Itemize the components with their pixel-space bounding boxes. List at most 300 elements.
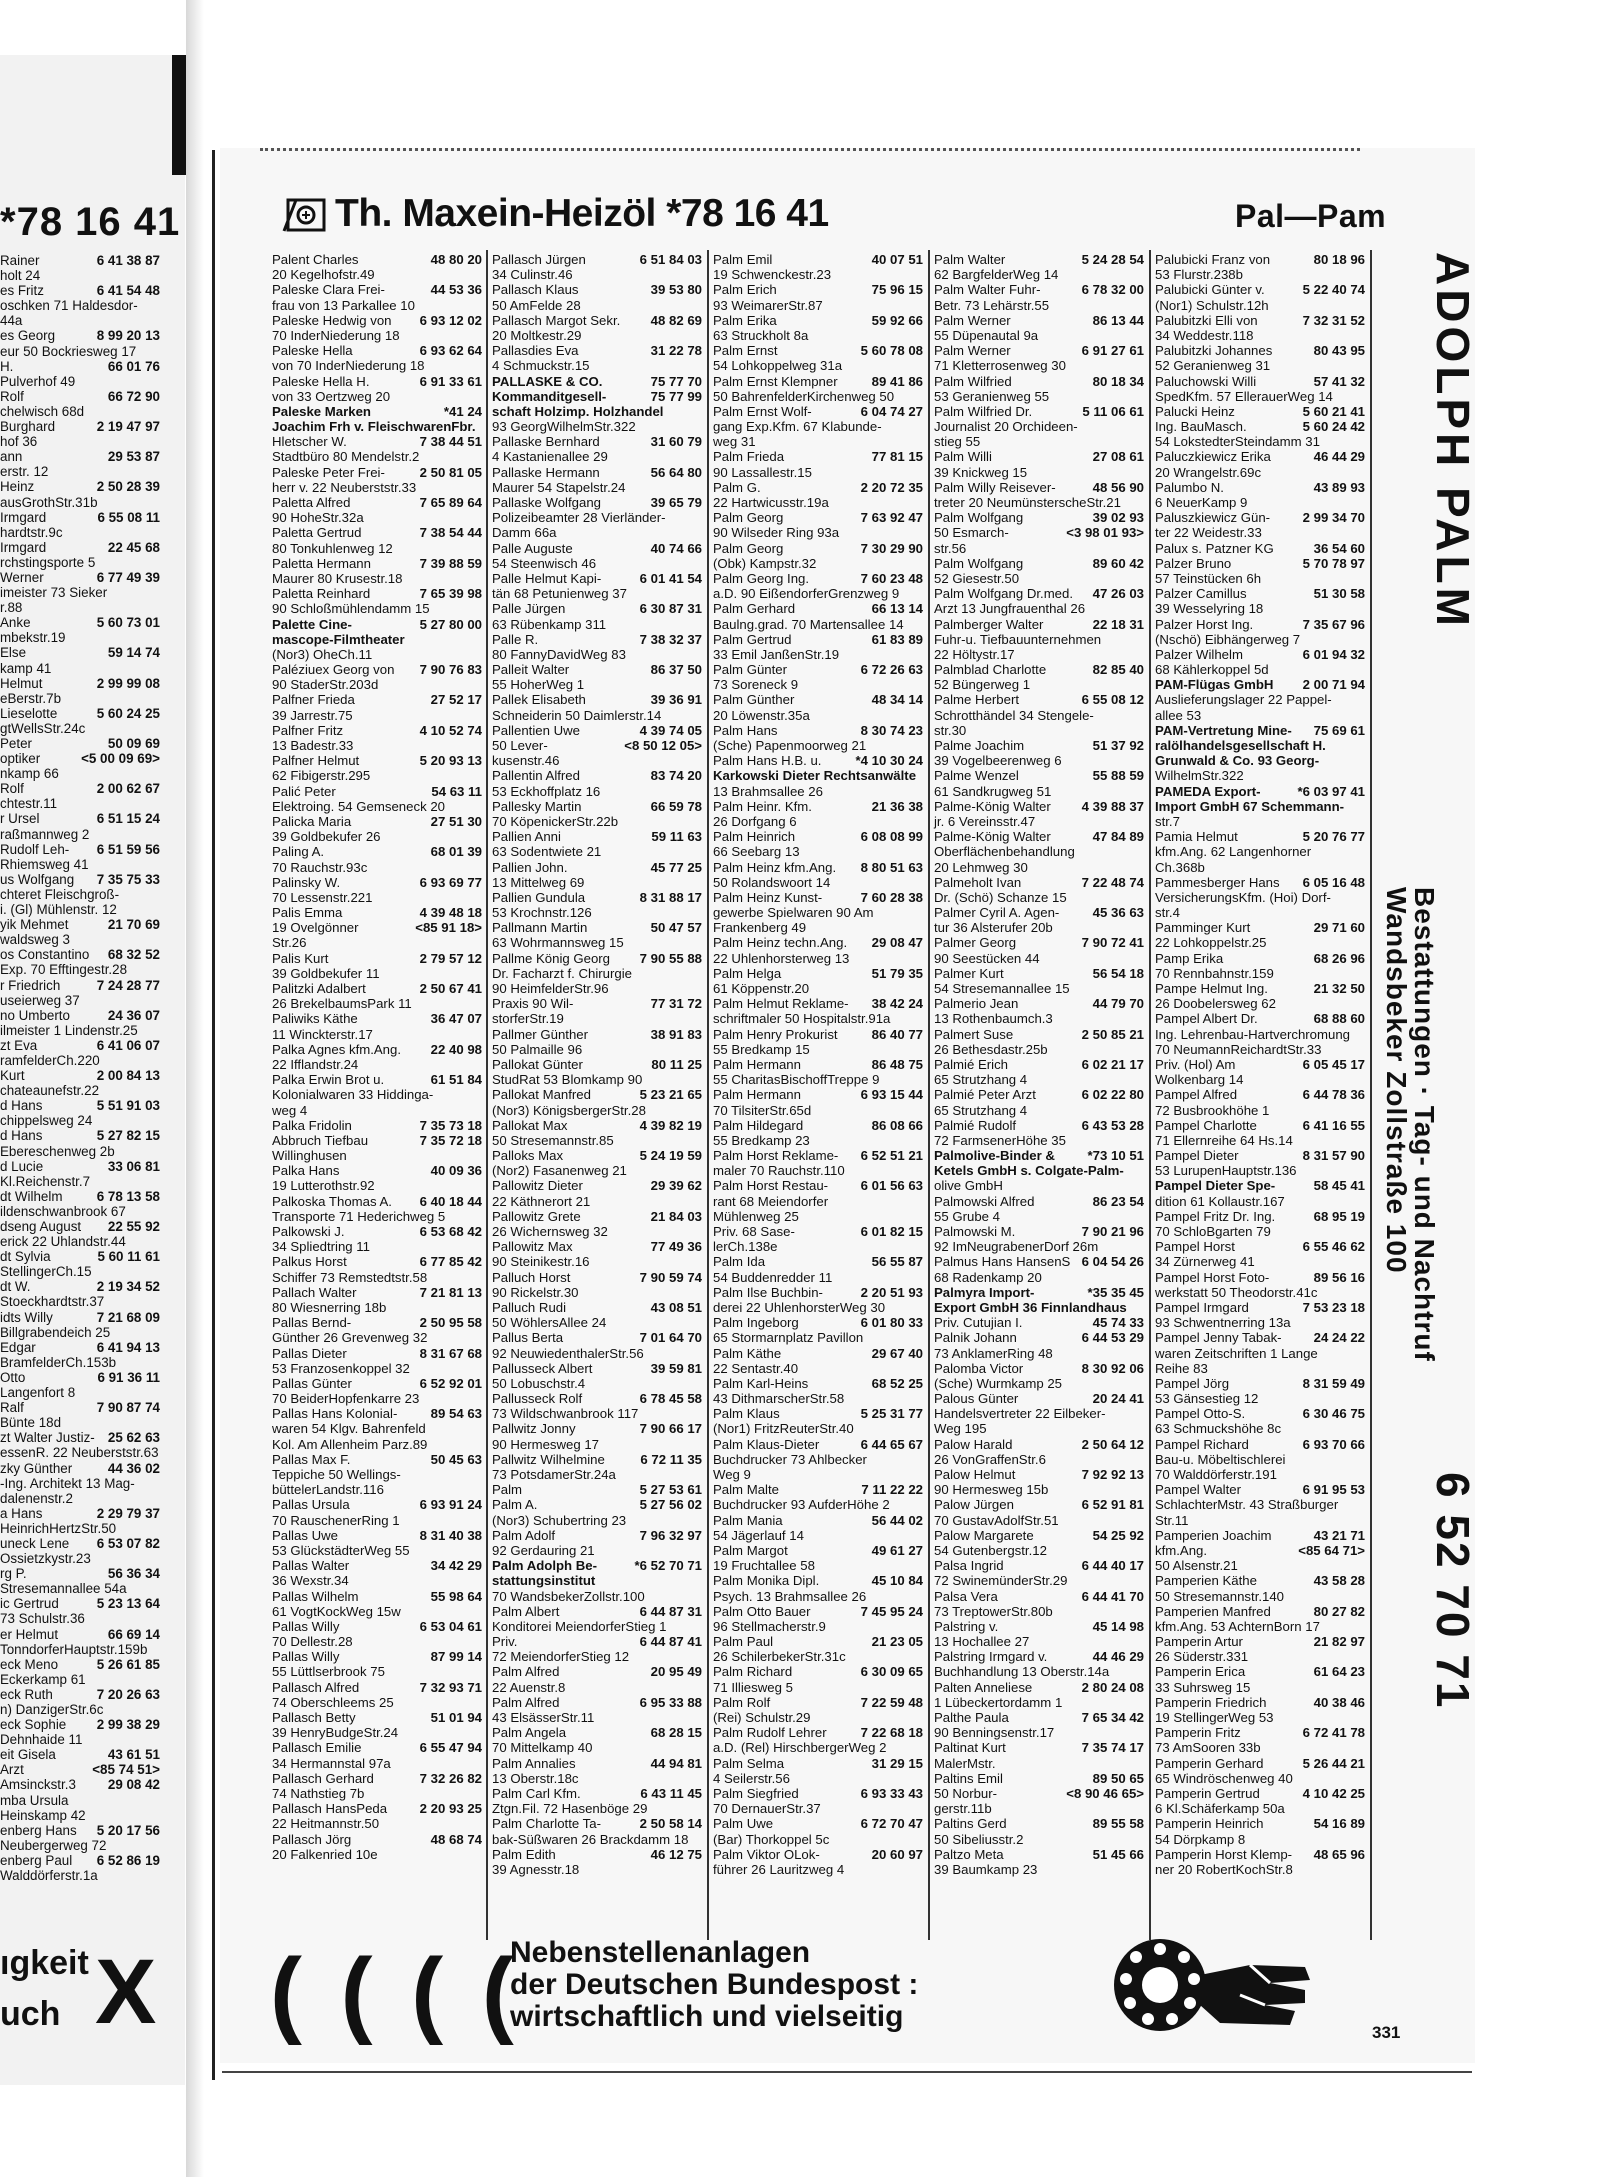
- entry-text: 19 Lutterothstr.92: [272, 1178, 375, 1194]
- directory-entry: [713, 1224, 923, 1239]
- directory-entry: [1155, 298, 1365, 313]
- directory-entry: [713, 632, 923, 647]
- entry-text: Mühlenweg 25: [713, 1208, 799, 1224]
- entry-text: Palm Wilfried: [934, 373, 1012, 389]
- directory-entry: [272, 282, 482, 297]
- entry-text: Schiffer 73 Remstedtstr.58: [272, 1269, 428, 1285]
- entry-phone-number: 7 32 26 82: [419, 1770, 482, 1786]
- directory-entry: [934, 252, 1144, 267]
- left-entry-name: essenR. 22 Neuberststr.63: [0, 1445, 159, 1461]
- left-entry-name: us Wolfgang: [0, 871, 75, 887]
- directory-column: [1155, 252, 1365, 1877]
- directory-entry: [713, 1619, 923, 1634]
- left-entry-name: dalenenstr.2: [0, 1490, 73, 1506]
- entry-text: Palleit Walter: [492, 662, 570, 678]
- entry-phone-number: 6 43 11 45: [640, 1785, 702, 1801]
- directory-entry: [713, 1573, 923, 1588]
- directory-entry: [1155, 966, 1365, 981]
- entry-text: 50 Lobuschstr.4: [492, 1375, 586, 1391]
- directory-entry: [713, 541, 923, 556]
- entry-text: 70 GustavAdolfStr.51: [934, 1512, 1059, 1528]
- entry-text: herr v. 22 Neuberststr.33: [272, 479, 417, 495]
- directory-entry: [492, 981, 702, 996]
- entry-text: ralölhandelsgesellschaft H.: [1155, 738, 1326, 753]
- entry-text: 54 LokstedterSteindamm 31: [1155, 434, 1320, 450]
- entry-text: Kol. Am Allenheim Parz.89: [272, 1436, 428, 1452]
- entry-text: Palow Helmut: [934, 1467, 1016, 1482]
- entry-text: Palubitzki Johannes: [1155, 343, 1273, 359]
- directory-entry: [272, 267, 482, 282]
- entry-phone-number: 6 72 41 78: [1302, 1725, 1365, 1741]
- left-entry-number: 50 09 69: [107, 736, 160, 751]
- directory-entry: [713, 1254, 923, 1269]
- entry-phone-number: 7 96 32 97: [639, 1527, 702, 1543]
- entry-text: Palka Fridolin: [272, 1117, 352, 1133]
- entry-phone-number: 7 90 55 88: [639, 950, 702, 966]
- directory-entry: [492, 966, 702, 981]
- directory-entry: [272, 1361, 482, 1376]
- entry-text: 33 Emil JanßenStr.19: [713, 646, 840, 662]
- directory-entry: [934, 996, 1144, 1011]
- entry-text: Palm Wolfgang: [934, 555, 1024, 571]
- directory-entry: [272, 541, 482, 556]
- left-page-entry: [0, 555, 160, 570]
- directory-entry: [272, 1710, 482, 1725]
- entry-text: str.7: [1155, 813, 1180, 829]
- left-entry-name: r Friedrich: [0, 977, 61, 993]
- entry-text: Palkoska Thomas A.: [272, 1193, 392, 1209]
- left-page-entry: [0, 691, 160, 706]
- entry-text: 62 Fibigerstr.295: [272, 768, 371, 784]
- entry-phone-number: 7 65 34 42: [1081, 1710, 1144, 1725]
- entry-text: 90 Rickelstr.30: [492, 1284, 579, 1300]
- directory-entry: [272, 738, 482, 753]
- entry-text: 65 Windröschenweg 40: [1155, 1770, 1293, 1786]
- left-page-entry: [0, 1476, 160, 1491]
- entry-text: Kommanditgesell-: [492, 388, 607, 404]
- entry-text: Pallasch HansPeda: [272, 1801, 388, 1817]
- entry-phone-number: 5 60 24 42: [1302, 419, 1365, 435]
- entry-phone-number: 44 46 29: [1092, 1649, 1144, 1665]
- left-page-entry: [0, 1008, 160, 1023]
- directory-entry: [934, 1573, 1144, 1588]
- entry-text: Ing. BauMasch.: [1155, 419, 1247, 435]
- entry-text: tur 36 Alsterufer 20b: [934, 920, 1053, 936]
- entry-text: Dr. (Schö) Schanze 15: [934, 889, 1067, 905]
- entry-text: Palm Willy Reisever-: [934, 479, 1056, 495]
- entry-text: 54 Lohkoppelweg 31a: [713, 358, 843, 374]
- entry-text: 54 Steenwisch 46: [492, 555, 597, 571]
- entry-phone-number: 7 32 31 52: [1302, 312, 1365, 328]
- ad-address-line: Wandsbeker Zollstraße 100: [1381, 887, 1412, 1274]
- entry-phone-number: 21 36 38: [871, 798, 923, 814]
- column-divider: [928, 250, 930, 1940]
- entry-text: 54 Jägerlauf 14: [713, 1527, 804, 1543]
- directory-entry: [934, 677, 1144, 692]
- directory-entry: [1155, 647, 1365, 662]
- entry-phone-number: 6 72 70 47: [860, 1816, 923, 1832]
- heizoel-logo-icon: [282, 197, 328, 233]
- directory-entry: [1155, 1103, 1365, 1118]
- directory-entry: [1155, 1300, 1365, 1315]
- directory-entry: [934, 617, 1144, 632]
- entry-phone-number: 6 53 04 61: [419, 1618, 482, 1634]
- directory-entry: [713, 1133, 923, 1148]
- directory-entry: [934, 905, 1144, 920]
- entry-text: StudRat 53 Blomkamp 90: [492, 1072, 643, 1088]
- ad-service-line: Bestattungen · Tag- und Nachtruf: [1409, 887, 1440, 1362]
- left-entry-name: d Hans: [0, 1098, 43, 1114]
- entry-text: Pallwitz Jonny: [492, 1421, 576, 1437]
- entry-text: Dr. Facharzt f. Chirurgie: [492, 965, 632, 981]
- entry-text: 63 Schmuckshöhe 8c: [1155, 1421, 1282, 1437]
- left-page-entry: [0, 1853, 160, 1868]
- entry-text: 1 Lübeckertordamm 1: [934, 1694, 1063, 1710]
- entry-phone-number: 43 89 93: [1313, 479, 1365, 495]
- directory-entry: [1155, 1163, 1365, 1178]
- entry-text: 39 Goldbekufer 11: [272, 965, 380, 981]
- entry-phone-number: *4 10 30 24: [855, 753, 923, 769]
- directory-entry: [934, 1589, 1144, 1604]
- directory-entry: [713, 434, 923, 449]
- directory-entry: [272, 1178, 482, 1193]
- entry-text: Palm Günter: [713, 662, 788, 678]
- directory-entry: [492, 525, 702, 540]
- left-entry-number: 68 32 52: [107, 947, 160, 963]
- entry-text: Paltinat Kurt: [934, 1740, 1006, 1756]
- entry-text: Pampel Irmgard: [1155, 1299, 1249, 1315]
- entry-text: 70 WandsbekerZollstr.100: [492, 1588, 645, 1604]
- left-page-entry: [0, 993, 160, 1008]
- directory-entry: [1155, 617, 1365, 632]
- entry-text: 92 Gerdauring 21: [492, 1542, 595, 1558]
- entry-phone-number: 2 79 57 12: [419, 950, 482, 966]
- left-entry-number: 7 21 68 09: [96, 1309, 160, 1325]
- entry-phone-number: 24 24 22: [1313, 1330, 1365, 1346]
- directory-entry: [713, 1209, 923, 1224]
- entry-text: 39 Wesselyring 18: [1155, 601, 1264, 617]
- left-page-entry: [0, 283, 160, 298]
- left-entry-name: hardtstr.9c: [0, 524, 63, 540]
- entry-text: Pallasch Emilie: [272, 1740, 362, 1756]
- directory-entry: [713, 981, 923, 996]
- entry-phone-number: 87 99 14: [430, 1649, 482, 1665]
- left-page-entry: [0, 540, 160, 555]
- directory-entry: [492, 723, 702, 738]
- entry-phone-number: 29 08 47: [871, 935, 923, 951]
- directory-entry: [492, 1558, 702, 1573]
- directory-entry: [272, 1027, 482, 1042]
- directory-entry: [492, 1634, 702, 1649]
- entry-text: Pampel Fritz Dr. Ing.: [1155, 1208, 1276, 1224]
- left-entry-number: 66 69 14: [107, 1626, 160, 1642]
- directory-entry: [492, 753, 702, 768]
- entry-text: 55 Lüttlserbrook 75: [272, 1664, 385, 1680]
- page-edge-line: [212, 150, 215, 2080]
- directory-entry: [713, 1649, 923, 1664]
- directory-entry: [713, 1497, 923, 1512]
- entry-phone-number: 43 58 28: [1313, 1573, 1365, 1589]
- directory-entry: [1155, 692, 1365, 707]
- entry-phone-number: 7 22 59 48: [860, 1694, 923, 1710]
- entry-text: 90 HeimfelderStr.96: [492, 981, 609, 996]
- directory-entry: [713, 1406, 923, 1421]
- entry-text: Pallas Walter: [272, 1558, 350, 1574]
- entry-text: Pallas Bernd-: [272, 1315, 352, 1331]
- entry-text: Pallasch Klaus: [492, 282, 579, 298]
- entry-text: Priv.: [492, 1634, 518, 1650]
- left-entry-name: chtestr.11: [0, 796, 58, 812]
- entry-text: 55 Düpenautal 9a: [934, 327, 1039, 343]
- entry-text: Palstring Irmgard v.: [934, 1649, 1048, 1665]
- entry-phone-number: 6 93 69 77: [419, 874, 482, 890]
- directory-entry: [713, 829, 923, 844]
- directory-entry: [713, 768, 923, 783]
- entry-text: 72 SwinemünderStr.29: [934, 1573, 1068, 1589]
- left-entry-name: Ralf: [0, 1400, 24, 1416]
- left-page-entry: [0, 1491, 160, 1506]
- entry-phone-number: 54 63 11: [431, 783, 482, 799]
- directory-entry: [1155, 875, 1365, 890]
- left-page-entry: [0, 962, 160, 977]
- directory-entry: [934, 601, 1144, 616]
- entry-phone-number: 6 01 41 54: [639, 570, 702, 586]
- entry-text: Pallokat Günter: [492, 1056, 583, 1072]
- entry-text: Paleske Clara Frei-: [272, 282, 385, 298]
- directory-entry: [713, 1437, 923, 1452]
- entry-text: Pallas Dieter: [272, 1345, 347, 1361]
- entry-text: str.30: [934, 722, 967, 738]
- directory-entry: [713, 1634, 923, 1649]
- entry-phone-number: 89 60 42: [1092, 555, 1144, 571]
- entry-text: Paltins Gerd: [934, 1816, 1007, 1832]
- left-entry-name: Eckerkamp 61: [0, 1671, 86, 1687]
- directory-entry: [272, 784, 482, 799]
- left-entry-number: 6 41 38 87: [96, 253, 160, 268]
- entry-phone-number: 36 47 07: [430, 1011, 482, 1027]
- directory-entry: [1155, 1862, 1365, 1877]
- bottom-advertisement: [270, 1935, 1380, 2045]
- left-page-entry: [0, 1415, 160, 1430]
- left-entry-name: eck Meno: [0, 1656, 59, 1672]
- left-entry-number: 7 35 75 33: [96, 871, 160, 887]
- directory-entry: [492, 510, 702, 525]
- directory-entry: [713, 1543, 923, 1558]
- directory-entry: [1155, 1589, 1365, 1604]
- left-entry-number: 44 36 02: [107, 1460, 160, 1476]
- entry-phone-number: 5 24 28 54: [1081, 252, 1144, 267]
- directory-entry: [492, 358, 702, 373]
- left-entry-name: Lieselotte: [0, 705, 58, 721]
- entry-text: Pampel Richard: [1155, 1436, 1249, 1452]
- entry-phone-number: 38 42 24: [871, 996, 923, 1012]
- entry-text: 34 Spliedtring 11: [272, 1239, 370, 1255]
- left-page-entry: [0, 253, 160, 268]
- entry-text: Palm Werner: [934, 343, 1011, 359]
- directory-entry: [272, 1285, 482, 1300]
- entry-phone-number: 80 11 25: [651, 1056, 702, 1072]
- entry-text: 93 WeimarerStr.87: [713, 297, 823, 313]
- entry-phone-number: 6 04 54 26: [1081, 1254, 1144, 1270]
- entry-text: Pallas Max F.: [272, 1451, 351, 1467]
- entry-text: Ztgn.Fil. 72 Hasenböge 29: [492, 1801, 648, 1817]
- entry-text: Palm Adolf: [492, 1527, 556, 1543]
- directory-entry: [1155, 465, 1365, 480]
- entry-phone-number: 49 61 27: [871, 1542, 923, 1558]
- entry-text: Pamperin Horst Klemp-: [1155, 1846, 1293, 1862]
- entry-phone-number: 55 98 64: [430, 1588, 482, 1604]
- entry-phone-number: 6 95 33 88: [639, 1694, 702, 1710]
- directory-entry: [272, 1300, 482, 1315]
- entry-phone-number: 7 38 44 51: [419, 434, 482, 450]
- entry-phone-number: 66 13 14: [871, 601, 923, 617]
- directory-entry: [934, 844, 1144, 859]
- entry-text: Günther 26 Grevenweg 32: [272, 1330, 428, 1346]
- entry-phone-number: 86 13 44: [1092, 312, 1144, 328]
- entry-phone-number: 20 95 49: [650, 1664, 702, 1680]
- directory-entry: [492, 844, 702, 859]
- entry-text: 65 Strutzhang 4: [934, 1072, 1028, 1088]
- entry-text: 70 Dellestr.28: [272, 1634, 353, 1650]
- entry-text: 53 Eckhoffplatz 16: [492, 783, 601, 799]
- left-entry-number: 22 55 92: [107, 1219, 160, 1234]
- directory-entry: [934, 920, 1144, 935]
- entry-phone-number: 51 45 66: [1092, 1846, 1144, 1862]
- directory-entry: [492, 1209, 702, 1224]
- directory-entry: [934, 1604, 1144, 1619]
- directory-entry: [492, 1528, 702, 1543]
- entry-text: Pallentin Alfred: [492, 768, 580, 784]
- entry-text: gewerbe Spielwaren 90 Am: [713, 905, 874, 921]
- left-entry-name: enberg Paul: [0, 1852, 73, 1868]
- entry-text: 20 Moltkestr.29: [492, 327, 582, 343]
- entry-text: 13 Hochallee 27: [934, 1634, 1030, 1650]
- entry-text: Palsa Ingrid: [934, 1558, 1004, 1574]
- directory-entry: [492, 1072, 702, 1087]
- directory-entry: [492, 1421, 702, 1436]
- entry-text: weg 4: [272, 1102, 308, 1118]
- entry-text: Palloks Max: [492, 1148, 564, 1164]
- entry-text: 11 Winckterstr.17: [272, 1026, 373, 1042]
- entry-text: (Rei) Schulstr.29: [713, 1710, 811, 1725]
- entry-text: Pallas Willy: [272, 1649, 340, 1665]
- entry-text: 33 Suhrsweg 15: [1155, 1679, 1251, 1695]
- left-entry-number: 43 61 51: [107, 1747, 160, 1763]
- directory-entry: [492, 1832, 702, 1847]
- directory-entry: [713, 1664, 923, 1679]
- entry-text: Paluczkiewicz Erika: [1155, 449, 1271, 465]
- entry-phone-number: 2 99 34 70: [1302, 510, 1365, 526]
- directory-entry: [1155, 1664, 1365, 1679]
- entry-text: schaft Holzimp. Holzhandel: [492, 403, 664, 419]
- directory-entry: [1155, 708, 1365, 723]
- entry-text: 96 Stellmacherstr.9: [713, 1618, 826, 1634]
- entry-text: Palmeholt Ivan: [934, 874, 1022, 890]
- directory-entry: [492, 738, 702, 753]
- left-page-entry: [0, 495, 160, 510]
- entry-text: Karkowski Dieter Rechtsanwälte: [713, 768, 917, 784]
- directory-entry: [492, 267, 702, 282]
- directory-entry: [713, 1239, 923, 1254]
- entry-text: Pallaske Hermann: [492, 464, 600, 480]
- entry-text: 39 Jarrestr.75: [272, 707, 353, 723]
- directory-entry: [713, 1194, 923, 1209]
- directory-entry: [713, 1391, 923, 1406]
- entry-text: 26 Wichernsweg 32: [492, 1224, 608, 1239]
- left-page-entry: [0, 1370, 160, 1385]
- entry-text: 70 RauschenerRing 1: [272, 1512, 400, 1528]
- directory-entry: [1155, 1452, 1365, 1467]
- entry-text: 34 Weddestr.118: [1155, 327, 1254, 343]
- entry-text: Pallas Willy: [272, 1618, 340, 1634]
- directory-entry: [1155, 1042, 1365, 1057]
- directory-entry: [272, 1543, 482, 1558]
- left-page-entry: [0, 585, 160, 600]
- directory-entry: [272, 358, 482, 373]
- directory-entry: [492, 1376, 702, 1391]
- directory-entry: [1155, 419, 1365, 434]
- directory-entry: [934, 723, 1144, 738]
- entry-text: Palumbo N.: [1155, 479, 1224, 495]
- directory-entry: [713, 1057, 923, 1072]
- directory-entry: [713, 389, 923, 404]
- entry-text: 73 Soreneck 9: [713, 677, 799, 693]
- directory-entry: [1155, 1649, 1365, 1664]
- entry-text: Palka Erwin Brot u.: [272, 1072, 385, 1088]
- left-entry-name: Edgar: [0, 1339, 36, 1355]
- entry-text: 39 Baumkamp 23: [934, 1861, 1038, 1877]
- entry-text: 57 Teinstücken 6h: [1155, 570, 1262, 586]
- left-entry-number: 22 45 68: [107, 539, 160, 555]
- entry-phone-number: 6 44 78 36: [1302, 1087, 1365, 1103]
- directory-entry: [1155, 1148, 1365, 1163]
- entry-phone-number: 2 50 67 41: [419, 981, 482, 996]
- entry-text: Arzt 13 Jungfrauenthal 26: [934, 601, 1086, 617]
- left-page-entry: [0, 1566, 160, 1581]
- entry-text: 52 Büngerweg 1: [934, 677, 1031, 693]
- entry-text: Elektroing. 54 Gemseneck 20: [272, 798, 445, 814]
- directory-entry: [713, 647, 923, 662]
- entry-text: 90 Hermesweg 17: [492, 1436, 600, 1452]
- entry-text: SchlachterMstr. 43 Straßburger: [1155, 1497, 1339, 1513]
- left-entry-number: 6 77 49 39: [96, 569, 160, 585]
- directory-entry: [713, 662, 923, 677]
- entry-phone-number: 75 69 61: [1313, 722, 1365, 738]
- entry-text: Palm Helga: [713, 965, 782, 981]
- entry-text: Pampel Horst: [1155, 1239, 1235, 1255]
- directory-entry: [492, 890, 702, 905]
- directory-entry: [713, 1103, 923, 1118]
- directory-entry: [492, 1482, 702, 1497]
- directory-entry: [934, 282, 1144, 297]
- entry-text: 43 DithmarscherStr.58: [713, 1391, 845, 1407]
- entry-phone-number: 7 22 48 74: [1081, 874, 1144, 890]
- left-entry-name: erstr. 12: [0, 464, 49, 480]
- left-entry-number: 24 36 07: [107, 1007, 160, 1023]
- entry-text: 19 StellingerWeg 53: [1155, 1710, 1274, 1725]
- left-page-entry: [0, 1310, 160, 1325]
- directory-entry: [492, 935, 702, 950]
- directory-entry: [934, 586, 1144, 601]
- directory-entry: [934, 571, 1144, 586]
- entry-phone-number: 2 50 64 12: [1081, 1436, 1144, 1452]
- entry-phone-number: 51 37 92: [1092, 738, 1144, 753]
- directory-entry: [492, 1725, 702, 1740]
- entry-text: 20 Löwenstr.35a: [713, 707, 810, 723]
- directory-entry: [272, 1573, 482, 1588]
- directory-entry: [1155, 1118, 1365, 1133]
- directory-entry: [492, 996, 702, 1011]
